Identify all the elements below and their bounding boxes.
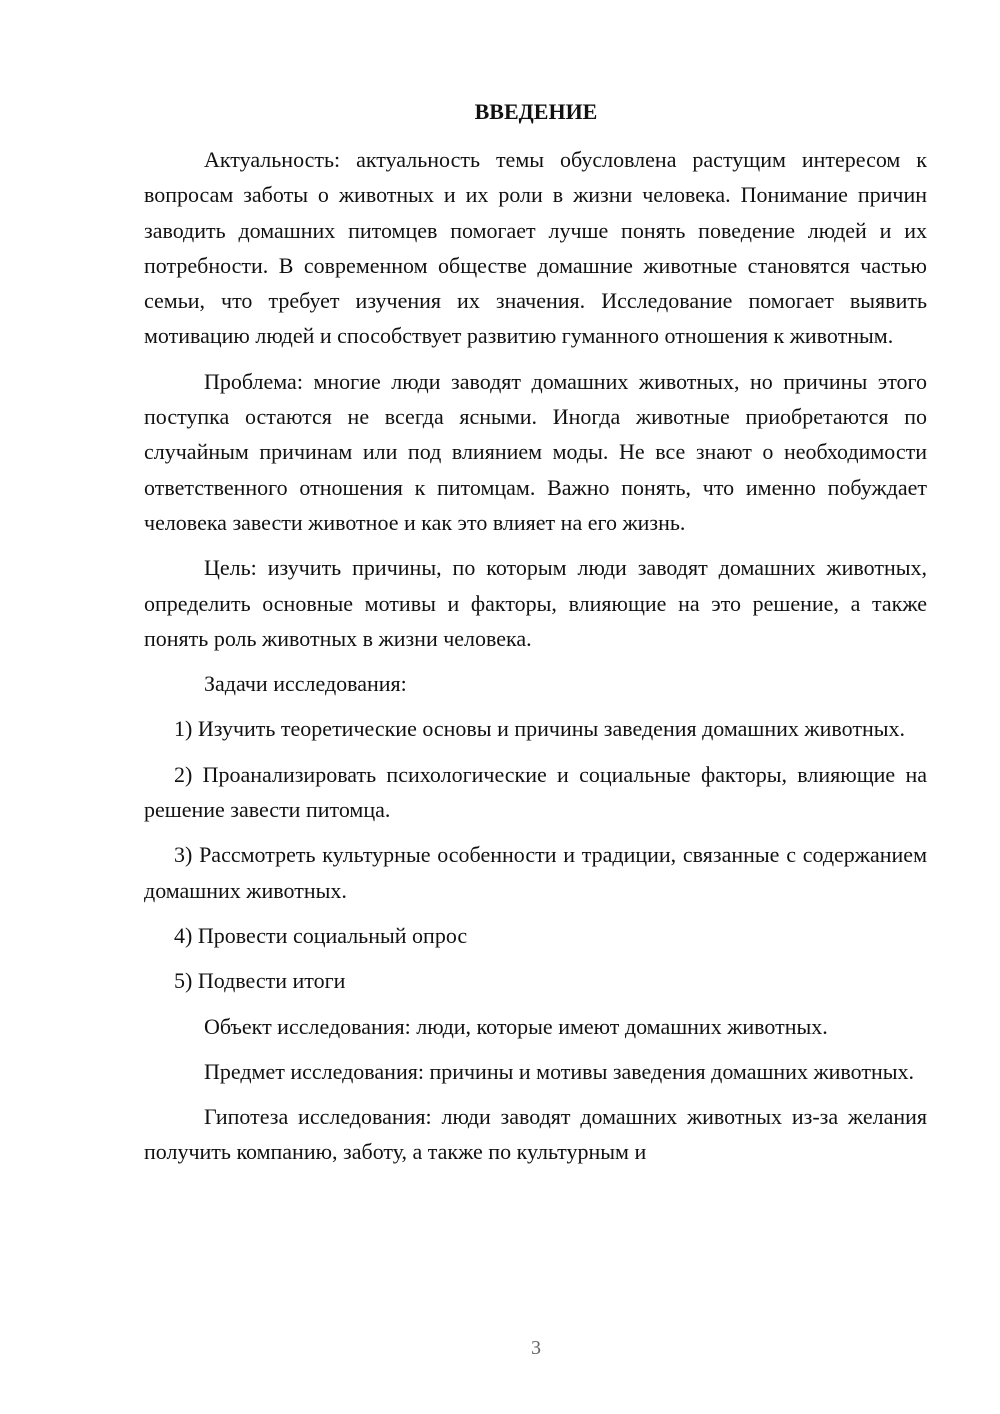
task-item-2: 2) Проанализировать психологические и социальные факторы, влияющие на решение завести питомца.: [144, 761, 927, 823]
paragraph-hypothesis: Гипотеза исследования: люди заводят домашних животных из-за желания получить компанию, заботу, а также по культурным и: [144, 1104, 927, 1165]
task-item-5: 5) Подвести итоги: [174, 968, 346, 994]
section-heading: ВВЕДЕНИЕ: [474, 99, 598, 124]
paragraph-problem: Проблема: многие люди заводят домашних животных, но причины этого поступка остаются не всегда ясными. Иногда животные приобретаются по случайным причинам или под влиянием моды. Не все знают о необходимости ответственного отношения к питомцам. Важно понять, что именно побуждает человека завести животное и как это влияет на его жизнь.: [144, 368, 927, 535]
task-item-1: 1) Изучить теоретические основы и причины заведения домашних животных.: [174, 716, 905, 742]
paragraph-subject: Предмет исследования: причины и мотивы заведения домашних животных.: [204, 1058, 915, 1084]
page-number: 3: [531, 1337, 541, 1359]
paragraph-goal: Цель: изучить причины, по которым люди заводят домашних животных, определить основные мотивы и факторы, влияющие на это решение, а также понять роль животных в жизни человека.: [144, 555, 927, 651]
document-body: [144, 142, 927, 1170]
paragraph-relevance: Актуальность: актуальность темы обусловлена растущим интересом к вопросам заботы о животных и их роли в жизни человека. Понимание причин заводить домашних питомцев помогает лучше понять поведение людей и их потребности. В современном обществе домашние животные становятся частью семьи, что требует изучения их значения. Исследование помогает выявить мотивацию людей и способствует развитию гуманного отношения к животным.: [144, 147, 927, 349]
paragraph-tasks-title: Задачи исследования:: [204, 671, 407, 697]
task-item-3: 3) Рассмотреть культурные особенности и традиции, связанные с содержанием домашних животных.: [144, 842, 927, 903]
paragraph-object: Объект исследования: люди, которые имеют домашних животных.: [204, 1013, 828, 1039]
task-item-4: 4) Провести социальный опрос: [174, 922, 468, 948]
